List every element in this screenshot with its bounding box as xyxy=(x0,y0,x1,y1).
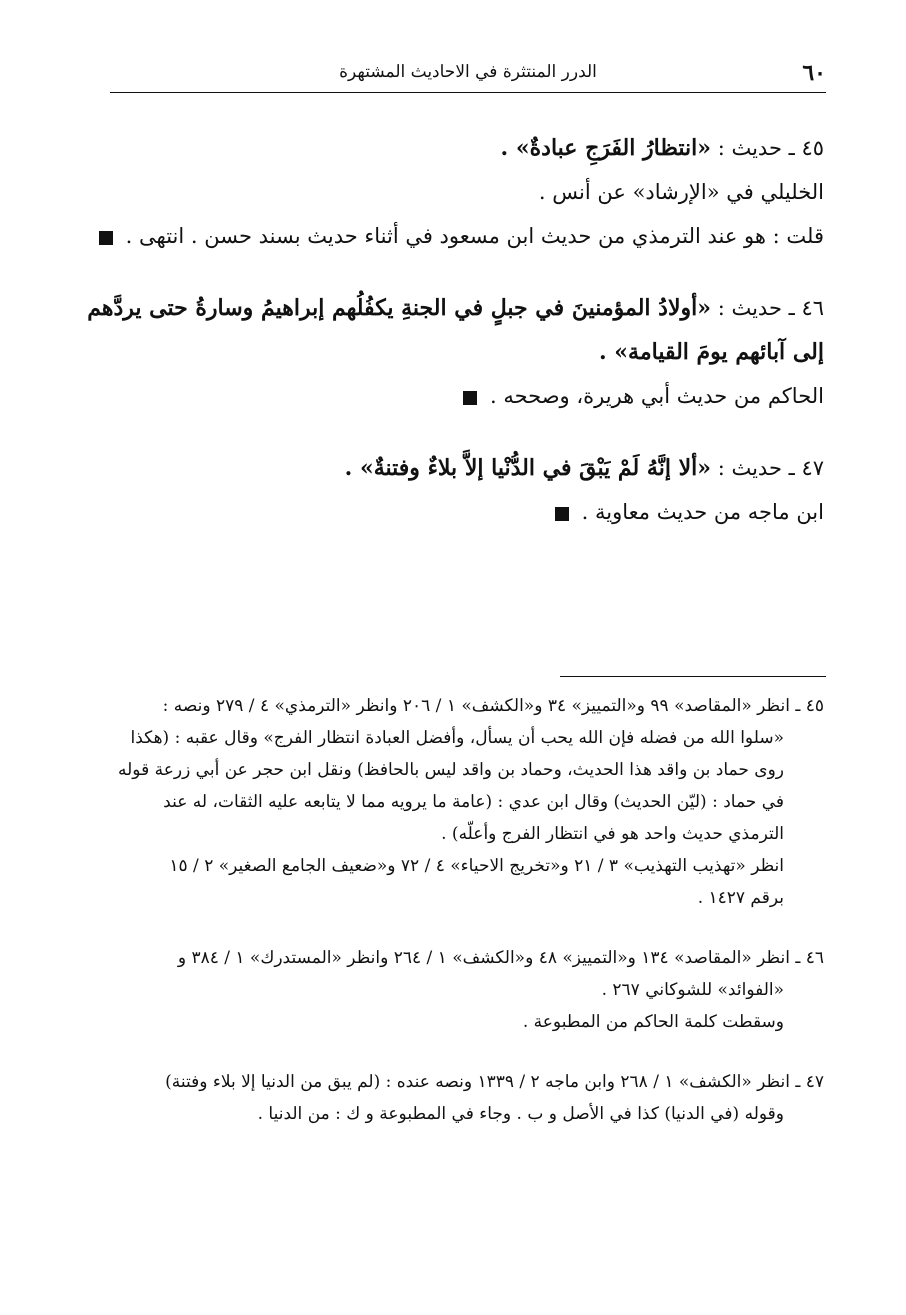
comment-line xyxy=(80,214,824,258)
footnote-divider xyxy=(560,676,826,677)
footnote-line: روى حماد بن واقد هذا الحديث، وحماد بن واقد ليس بالحافظ) ونقل ابن حجر عن أبي زرعة قوله xyxy=(118,760,784,780)
footnote-line: انظر «تهذيب التهذيب» ٣ / ٢١ و«تخريج الاحياء» ٤ / ٧٢ و«ضعيف الجامع الصغير» ٢ / ١٥ xyxy=(169,856,784,876)
footnote-line: «الفوائد» للشوكاني ٢٦٧ . xyxy=(601,980,784,1000)
main-text xyxy=(80,126,824,562)
footnotes xyxy=(80,690,824,1158)
hadith-entry-47 xyxy=(80,446,824,534)
hadith-line xyxy=(80,286,824,330)
footnote-line: الترمذي حديث واحد هو في انتظار الفرج وأعلّه) . xyxy=(441,824,784,844)
end-mark-icon xyxy=(463,391,477,405)
hadith-entry-45 xyxy=(80,126,824,258)
page-header xyxy=(110,60,826,93)
hadith-text: «انتظارُ الفَرَجِ عبادةٌ» . xyxy=(500,135,712,161)
entry-prefix: ٤٥ ـ حديث : xyxy=(717,136,824,160)
hadith-text: «أولادُ المؤمنينَ في جبلٍ في الجنةِ يكفُلُهم إبراهيمُ وسارةُ حتى يردَّهم xyxy=(87,295,712,321)
source-line xyxy=(80,374,824,418)
footnote-line: برقم ١٤٢٧ . xyxy=(697,888,784,908)
end-mark-icon xyxy=(555,507,569,521)
footnote-46 xyxy=(80,942,824,1038)
hadith-text-cont: إلى آبائهم يومَ القيامة» . xyxy=(598,339,824,365)
footnote-line: وسقطت كلمة الحاكم من المطبوعة . xyxy=(522,1012,784,1032)
hadith-line-cont xyxy=(80,330,824,374)
source-line: الخليلي في «الإرشاد» عن أنس . xyxy=(538,180,824,204)
footnote-line: ٤٧ ـ انظر «الكشف» ١ / ٢٦٨ وابن ماجه ٢ / ١٣٣٩ ونصه عنده : (لم يبق من الدنيا إلا بلاء وفتنة) xyxy=(165,1072,824,1092)
comment-text: قلت : هو عند الترمذي من حديث ابن مسعود في أثناء حديث بسند حسن . انتهى . xyxy=(125,224,824,248)
footnote-line: «سلوا الله من فضله فإن الله يحب أن يسأل، وأفضل العبادة انتظار الفرج» وقال عقبه : (هكذا xyxy=(130,728,784,748)
page-number: ٦٠ xyxy=(802,60,826,86)
footnote-45 xyxy=(80,690,824,914)
footnote-line: ٤٥ ـ انظر «المقاصد» ٩٩ و«التمييز» ٣٤ و«الكشف» ١ / ٢٠٦ وانظر «الترمذي» ٤ / ٢٧٩ ونصه : xyxy=(162,696,824,716)
footnote-line: وقوله (في الدنيا) كذا في الأصل و ب . وجاء في المطبوعة و ك : من الدنيا . xyxy=(257,1104,784,1124)
hadith-line xyxy=(80,126,824,170)
footnote-line: في حماد : (ليّن الحديث) وقال ابن عدي : (عامة ما يرويه مما لا يتابعه عليه الثقات، له عند xyxy=(163,792,784,812)
end-mark-icon xyxy=(99,231,113,245)
entry-prefix: ٤٧ ـ حديث : xyxy=(717,456,824,480)
source-line xyxy=(80,490,824,534)
footnote-line: ٤٦ ـ انظر «المقاصد» ١٣٤ و«التمييز» ٤٨ و«الكشف» ١ / ٢٦٤ وانظر «المستدرك» ١ / ٣٨٤ و xyxy=(177,948,824,968)
hadith-entry-46 xyxy=(80,286,824,418)
source-text: الحاكم من حديث أبي هريرة، وصححه . xyxy=(490,384,824,408)
footnote-47 xyxy=(80,1066,824,1130)
hadith-text: «ألا إنَّهُ لَمْ يَبْقَ في الدُّنْيا إلاَّ بلاءٌ وفتنةٌ» . xyxy=(344,455,712,481)
hadith-line xyxy=(80,446,824,490)
source-text: ابن ماجه من حديث معاوية . xyxy=(581,500,824,524)
entry-prefix: ٤٦ ـ حديث : xyxy=(717,296,824,320)
running-title: الدرر المنتثرة في الاحاديث المشتهرة xyxy=(339,62,597,82)
